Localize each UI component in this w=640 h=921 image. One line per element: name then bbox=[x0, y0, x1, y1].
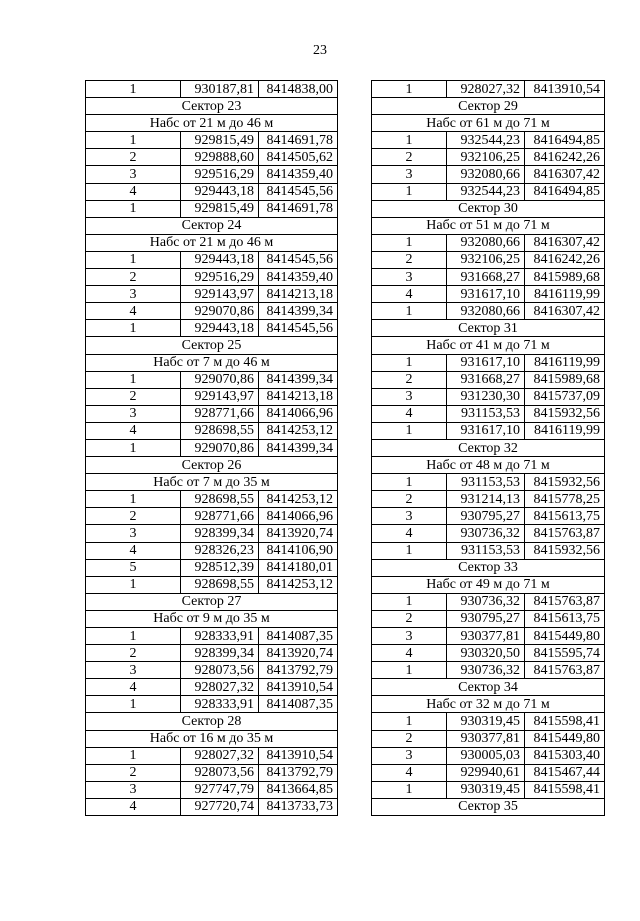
point-row bbox=[86, 798, 338, 815]
coordinate-y: 8415613,75 bbox=[525, 508, 605, 525]
coordinate-x: 930319,45 bbox=[447, 713, 525, 730]
elevation-range: Набс от 41 м до 71 м bbox=[372, 337, 605, 354]
sector-header-row bbox=[372, 439, 605, 456]
coordinate-x: 930320,50 bbox=[447, 645, 525, 662]
sector-title: Сектор 28 bbox=[86, 713, 338, 730]
point-row bbox=[372, 251, 605, 268]
elevation-range-row bbox=[372, 115, 605, 132]
coordinate-x: 929888,60 bbox=[181, 149, 259, 166]
coordinate-y: 8416494,85 bbox=[525, 132, 605, 149]
point-row bbox=[372, 645, 605, 662]
coordinate-x: 930736,32 bbox=[447, 593, 525, 610]
coordinate-y: 8416494,85 bbox=[525, 183, 605, 200]
point-number: 2 bbox=[372, 610, 447, 627]
point-number: 1 bbox=[372, 593, 447, 610]
coordinate-y: 8416307,42 bbox=[525, 166, 605, 183]
point-row bbox=[86, 508, 338, 525]
coordinate-x: 927747,79 bbox=[181, 781, 259, 798]
coordinate-y: 8414066,96 bbox=[259, 508, 338, 525]
elevation-range: Набс от 7 м до 35 м bbox=[86, 474, 338, 491]
point-row bbox=[372, 781, 605, 798]
coordinate-y: 8415778,25 bbox=[525, 491, 605, 508]
coordinate-y: 8416119,99 bbox=[525, 422, 605, 439]
point-row bbox=[372, 491, 605, 508]
coordinate-y: 8413733,73 bbox=[259, 798, 338, 815]
coordinate-x: 928698,55 bbox=[181, 576, 259, 593]
coordinate-y: 8415989,68 bbox=[525, 269, 605, 286]
coordinates-table-right bbox=[371, 80, 605, 816]
sector-header-row bbox=[86, 217, 338, 234]
elevation-range-row bbox=[86, 354, 338, 371]
point-row bbox=[372, 508, 605, 525]
point-number: 4 bbox=[86, 798, 181, 815]
point-number: 2 bbox=[86, 269, 181, 286]
point-row bbox=[372, 593, 605, 610]
coordinate-y: 8415598,41 bbox=[525, 781, 605, 798]
coordinate-y: 8414399,34 bbox=[259, 371, 338, 388]
point-row bbox=[372, 422, 605, 439]
coordinate-x: 928399,34 bbox=[181, 525, 259, 542]
point-row bbox=[86, 525, 338, 542]
elevation-range: Набс от 21 м до 46 м bbox=[86, 115, 338, 132]
point-number: 1 bbox=[86, 81, 181, 98]
coordinate-y: 8415763,87 bbox=[525, 525, 605, 542]
coordinate-y: 8415598,41 bbox=[525, 713, 605, 730]
point-number: 5 bbox=[86, 559, 181, 576]
coordinate-y: 8415595,74 bbox=[525, 645, 605, 662]
point-row bbox=[86, 764, 338, 781]
point-row bbox=[86, 662, 338, 679]
point-number: 1 bbox=[86, 747, 181, 764]
point-number: 3 bbox=[86, 286, 181, 303]
point-number: 1 bbox=[86, 200, 181, 217]
coordinate-y: 8415613,75 bbox=[525, 610, 605, 627]
point-number: 3 bbox=[372, 388, 447, 405]
point-row bbox=[86, 269, 338, 286]
point-row bbox=[86, 542, 338, 559]
coordinate-x: 931153,53 bbox=[447, 542, 525, 559]
coordinate-x: 930795,27 bbox=[447, 610, 525, 627]
point-row bbox=[372, 610, 605, 627]
sector-header-row bbox=[372, 320, 605, 337]
point-number: 2 bbox=[86, 645, 181, 662]
point-row bbox=[86, 388, 338, 405]
coordinate-y: 8416242,26 bbox=[525, 149, 605, 166]
coordinate-x: 928027,32 bbox=[447, 81, 525, 98]
coordinate-y: 8415737,09 bbox=[525, 388, 605, 405]
point-row bbox=[86, 696, 338, 713]
point-number: 2 bbox=[372, 251, 447, 268]
point-row bbox=[86, 286, 338, 303]
coordinate-y: 8414087,35 bbox=[259, 628, 338, 645]
coordinate-y: 8413910,54 bbox=[259, 747, 338, 764]
coordinate-x: 931214,13 bbox=[447, 491, 525, 508]
point-number: 4 bbox=[372, 764, 447, 781]
sector-header-row bbox=[86, 337, 338, 354]
coordinate-y: 8415989,68 bbox=[525, 371, 605, 388]
point-number: 1 bbox=[86, 371, 181, 388]
coordinate-y: 8414545,56 bbox=[259, 183, 338, 200]
point-row bbox=[86, 747, 338, 764]
sector-title: Сектор 27 bbox=[86, 593, 338, 610]
coordinate-x: 928027,32 bbox=[181, 679, 259, 696]
point-row bbox=[372, 166, 605, 183]
coordinate-x: 931230,30 bbox=[447, 388, 525, 405]
coordinate-x: 930005,03 bbox=[447, 747, 525, 764]
coordinate-x: 928027,32 bbox=[181, 747, 259, 764]
elevation-range: Набс от 32 м до 71 м bbox=[372, 696, 605, 713]
coordinate-y: 8414359,40 bbox=[259, 166, 338, 183]
coordinate-y: 8414545,56 bbox=[259, 320, 338, 337]
sector-header-row bbox=[372, 200, 605, 217]
sector-header-row bbox=[86, 457, 338, 474]
point-number: 4 bbox=[372, 645, 447, 662]
elevation-range-row bbox=[86, 610, 338, 627]
point-row bbox=[372, 405, 605, 422]
coordinate-x: 932544,23 bbox=[447, 132, 525, 149]
coordinate-x: 931617,10 bbox=[447, 354, 525, 371]
coordinate-x: 928771,66 bbox=[181, 508, 259, 525]
coordinate-x: 928698,55 bbox=[181, 422, 259, 439]
elevation-range-row bbox=[372, 696, 605, 713]
coordinate-y: 8415932,56 bbox=[525, 474, 605, 491]
coordinate-x: 930377,81 bbox=[447, 628, 525, 645]
sector-header-row bbox=[372, 798, 605, 815]
point-row bbox=[372, 474, 605, 491]
point-row bbox=[86, 422, 338, 439]
point-row bbox=[86, 132, 338, 149]
coordinate-x: 930377,81 bbox=[447, 730, 525, 747]
point-row bbox=[372, 542, 605, 559]
elevation-range: Набс от 21 м до 46 м bbox=[86, 234, 338, 251]
coordinate-y: 8414359,40 bbox=[259, 269, 338, 286]
sector-header-row bbox=[86, 713, 338, 730]
sector-title: Сектор 26 bbox=[86, 457, 338, 474]
coordinate-y: 8413910,54 bbox=[525, 81, 605, 98]
point-number: 4 bbox=[372, 405, 447, 422]
coordinate-x: 929143,97 bbox=[181, 388, 259, 405]
point-row bbox=[372, 354, 605, 371]
point-number: 3 bbox=[86, 405, 181, 422]
coordinate-x: 929815,49 bbox=[181, 132, 259, 149]
point-number: 2 bbox=[372, 730, 447, 747]
coordinate-x: 927720,74 bbox=[181, 798, 259, 815]
point-row bbox=[372, 303, 605, 320]
point-row bbox=[86, 149, 338, 166]
point-number: 4 bbox=[372, 525, 447, 542]
point-number: 2 bbox=[372, 491, 447, 508]
point-number: 1 bbox=[86, 628, 181, 645]
point-row bbox=[372, 713, 605, 730]
sector-title: Сектор 31 bbox=[372, 320, 605, 337]
coordinate-x: 932080,66 bbox=[447, 234, 525, 251]
point-row bbox=[372, 132, 605, 149]
point-number: 1 bbox=[86, 251, 181, 268]
coordinate-x: 932080,66 bbox=[447, 166, 525, 183]
point-number: 1 bbox=[372, 303, 447, 320]
elevation-range: Набс от 16 м до 35 м bbox=[86, 730, 338, 747]
sector-title: Сектор 25 bbox=[86, 337, 338, 354]
coordinate-y: 8414399,34 bbox=[259, 303, 338, 320]
point-row bbox=[372, 269, 605, 286]
coordinate-y: 8413920,74 bbox=[259, 645, 338, 662]
elevation-range-row bbox=[372, 337, 605, 354]
point-row bbox=[86, 781, 338, 798]
point-number: 3 bbox=[372, 269, 447, 286]
point-row bbox=[372, 371, 605, 388]
elevation-range: Набс от 48 м до 71 м bbox=[372, 457, 605, 474]
point-number: 1 bbox=[372, 183, 447, 200]
point-number: 2 bbox=[86, 149, 181, 166]
coordinate-y: 8414545,56 bbox=[259, 251, 338, 268]
point-number: 1 bbox=[372, 132, 447, 149]
coordinate-y: 8414253,12 bbox=[259, 491, 338, 508]
elevation-range-row bbox=[372, 576, 605, 593]
point-row bbox=[372, 183, 605, 200]
coordinate-y: 8414180,01 bbox=[259, 559, 338, 576]
elevation-range-row bbox=[372, 457, 605, 474]
coordinate-y: 8415467,44 bbox=[525, 764, 605, 781]
coordinate-x: 928399,34 bbox=[181, 645, 259, 662]
elevation-range-row bbox=[372, 217, 605, 234]
point-number: 3 bbox=[86, 781, 181, 798]
coordinate-x: 929443,18 bbox=[181, 183, 259, 200]
point-row bbox=[372, 286, 605, 303]
coordinate-y: 8413910,54 bbox=[259, 679, 338, 696]
point-number: 1 bbox=[372, 781, 447, 798]
point-number: 1 bbox=[372, 662, 447, 679]
point-row bbox=[372, 388, 605, 405]
coordinate-x: 931617,10 bbox=[447, 422, 525, 439]
sector-title: Сектор 34 bbox=[372, 679, 605, 696]
coordinate-y: 8413664,85 bbox=[259, 781, 338, 798]
sector-header-row bbox=[372, 559, 605, 576]
point-number: 2 bbox=[86, 764, 181, 781]
point-row bbox=[372, 525, 605, 542]
coordinate-x: 930736,32 bbox=[447, 525, 525, 542]
coordinate-x: 929940,61 bbox=[447, 764, 525, 781]
coordinate-x: 928333,91 bbox=[181, 628, 259, 645]
point-number: 1 bbox=[372, 474, 447, 491]
coordinate-x: 928333,91 bbox=[181, 696, 259, 713]
elevation-range: Набс от 7 м до 46 м bbox=[86, 354, 338, 371]
point-row bbox=[86, 183, 338, 200]
elevation-range-row bbox=[86, 234, 338, 251]
point-row bbox=[86, 166, 338, 183]
coordinate-y: 8416307,42 bbox=[525, 303, 605, 320]
point-number: 3 bbox=[372, 508, 447, 525]
coordinate-y: 8414253,12 bbox=[259, 422, 338, 439]
sector-title: Сектор 35 bbox=[372, 798, 605, 815]
point-number: 1 bbox=[86, 439, 181, 456]
point-row bbox=[372, 764, 605, 781]
coordinate-x: 928698,55 bbox=[181, 491, 259, 508]
coordinate-x: 930736,32 bbox=[447, 662, 525, 679]
point-number: 1 bbox=[86, 696, 181, 713]
coordinate-x: 928512,39 bbox=[181, 559, 259, 576]
point-number: 1 bbox=[372, 81, 447, 98]
sector-header-row bbox=[86, 98, 338, 115]
point-row bbox=[372, 628, 605, 645]
point-row bbox=[86, 81, 338, 98]
point-number: 1 bbox=[372, 713, 447, 730]
page-number: 23 bbox=[313, 43, 327, 58]
coordinate-y: 8415932,56 bbox=[525, 542, 605, 559]
elevation-range: Набс от 9 м до 35 м bbox=[86, 610, 338, 627]
coordinate-x: 931153,53 bbox=[447, 474, 525, 491]
coordinate-x: 930319,45 bbox=[447, 781, 525, 798]
coordinate-y: 8415449,80 bbox=[525, 628, 605, 645]
point-row bbox=[86, 679, 338, 696]
coordinate-x: 929070,86 bbox=[181, 439, 259, 456]
coordinate-y: 8416307,42 bbox=[525, 234, 605, 251]
elevation-range: Набс от 51 м до 71 м bbox=[372, 217, 605, 234]
elevation-range: Набс от 49 м до 71 м bbox=[372, 576, 605, 593]
coordinate-x: 930795,27 bbox=[447, 508, 525, 525]
point-number: 1 bbox=[372, 542, 447, 559]
coordinate-y: 8413920,74 bbox=[259, 525, 338, 542]
coordinate-y: 8414399,34 bbox=[259, 439, 338, 456]
coordinate-x: 928073,56 bbox=[181, 662, 259, 679]
coordinate-x: 931668,27 bbox=[447, 371, 525, 388]
point-number: 4 bbox=[372, 286, 447, 303]
coordinate-y: 8414838,00 bbox=[259, 81, 338, 98]
sector-header-row bbox=[372, 679, 605, 696]
coordinate-y: 8414066,96 bbox=[259, 405, 338, 422]
coordinate-y: 8414213,18 bbox=[259, 388, 338, 405]
point-row bbox=[372, 730, 605, 747]
coordinate-y: 8413792,79 bbox=[259, 662, 338, 679]
coordinate-x: 929143,97 bbox=[181, 286, 259, 303]
coordinate-x: 931153,53 bbox=[447, 405, 525, 422]
coordinate-y: 8413792,79 bbox=[259, 764, 338, 781]
coordinate-x: 928771,66 bbox=[181, 405, 259, 422]
point-number: 1 bbox=[86, 132, 181, 149]
coordinate-y: 8414106,90 bbox=[259, 542, 338, 559]
elevation-range-row bbox=[86, 474, 338, 491]
coordinate-x: 929516,29 bbox=[181, 269, 259, 286]
coordinate-x: 931668,27 bbox=[447, 269, 525, 286]
coordinate-y: 8414087,35 bbox=[259, 696, 338, 713]
point-row bbox=[372, 81, 605, 98]
point-number: 3 bbox=[86, 525, 181, 542]
coordinate-y: 8415449,80 bbox=[525, 730, 605, 747]
point-number: 2 bbox=[372, 371, 447, 388]
coordinate-x: 932106,25 bbox=[447, 251, 525, 268]
coordinate-x: 932106,25 bbox=[447, 149, 525, 166]
sector-title: Сектор 30 bbox=[372, 200, 605, 217]
point-row bbox=[372, 662, 605, 679]
coordinate-x: 929070,86 bbox=[181, 303, 259, 320]
point-number: 1 bbox=[372, 234, 447, 251]
coordinate-y: 8414253,12 bbox=[259, 576, 338, 593]
coordinate-y: 8415932,56 bbox=[525, 405, 605, 422]
coordinate-y: 8416119,99 bbox=[525, 354, 605, 371]
point-number: 2 bbox=[86, 508, 181, 525]
point-number: 2 bbox=[86, 388, 181, 405]
point-row bbox=[372, 149, 605, 166]
sector-title: Сектор 33 bbox=[372, 559, 605, 576]
point-number: 3 bbox=[86, 166, 181, 183]
coordinate-x: 928073,56 bbox=[181, 764, 259, 781]
coordinate-x: 929443,18 bbox=[181, 320, 259, 337]
sector-title: Сектор 29 bbox=[372, 98, 605, 115]
point-number: 3 bbox=[372, 747, 447, 764]
point-number: 3 bbox=[86, 662, 181, 679]
point-number: 4 bbox=[86, 183, 181, 200]
coordinate-y: 8415303,40 bbox=[525, 747, 605, 764]
point-row bbox=[86, 491, 338, 508]
point-row bbox=[86, 439, 338, 456]
point-number: 3 bbox=[372, 628, 447, 645]
point-row bbox=[86, 405, 338, 422]
point-row bbox=[86, 645, 338, 662]
point-number: 1 bbox=[372, 422, 447, 439]
coordinate-x: 931617,10 bbox=[447, 286, 525, 303]
point-number: 1 bbox=[86, 320, 181, 337]
coordinate-x: 929070,86 bbox=[181, 371, 259, 388]
coordinate-x: 932080,66 bbox=[447, 303, 525, 320]
point-row bbox=[86, 628, 338, 645]
coordinate-y: 8414505,62 bbox=[259, 149, 338, 166]
point-number: 2 bbox=[372, 149, 447, 166]
sector-header-row bbox=[372, 98, 605, 115]
coordinate-x: 929815,49 bbox=[181, 200, 259, 217]
sector-title: Сектор 32 bbox=[372, 439, 605, 456]
coordinate-y: 8414213,18 bbox=[259, 286, 338, 303]
elevation-range: Набс от 61 м до 71 м bbox=[372, 115, 605, 132]
elevation-range-row bbox=[86, 730, 338, 747]
coordinates-table-left bbox=[85, 80, 338, 816]
point-number: 1 bbox=[86, 576, 181, 593]
coordinate-y: 8414691,78 bbox=[259, 132, 338, 149]
coordinate-y: 8416119,99 bbox=[525, 286, 605, 303]
coordinate-y: 8415763,87 bbox=[525, 593, 605, 610]
point-number: 4 bbox=[86, 422, 181, 439]
point-number: 4 bbox=[86, 303, 181, 320]
sector-header-row bbox=[86, 593, 338, 610]
coordinate-x: 929516,29 bbox=[181, 166, 259, 183]
point-row bbox=[86, 200, 338, 217]
point-row bbox=[86, 303, 338, 320]
point-number: 1 bbox=[86, 491, 181, 508]
point-row bbox=[86, 576, 338, 593]
point-number: 3 bbox=[372, 166, 447, 183]
coordinate-x: 932544,23 bbox=[447, 183, 525, 200]
coordinate-y: 8415763,87 bbox=[525, 662, 605, 679]
point-number: 4 bbox=[86, 542, 181, 559]
point-row bbox=[86, 320, 338, 337]
sector-title: Сектор 23 bbox=[86, 98, 338, 115]
point-row bbox=[372, 747, 605, 764]
point-number: 1 bbox=[372, 354, 447, 371]
sector-title: Сектор 24 bbox=[86, 217, 338, 234]
coordinate-y: 8416242,26 bbox=[525, 251, 605, 268]
coordinate-y: 8414691,78 bbox=[259, 200, 338, 217]
coordinate-x: 930187,81 bbox=[181, 81, 259, 98]
coordinate-x: 929443,18 bbox=[181, 251, 259, 268]
point-row bbox=[372, 234, 605, 251]
elevation-range-row bbox=[86, 115, 338, 132]
point-number: 4 bbox=[86, 679, 181, 696]
point-row bbox=[86, 251, 338, 268]
point-row bbox=[86, 371, 338, 388]
coordinate-x: 928326,23 bbox=[181, 542, 259, 559]
point-row bbox=[86, 559, 338, 576]
